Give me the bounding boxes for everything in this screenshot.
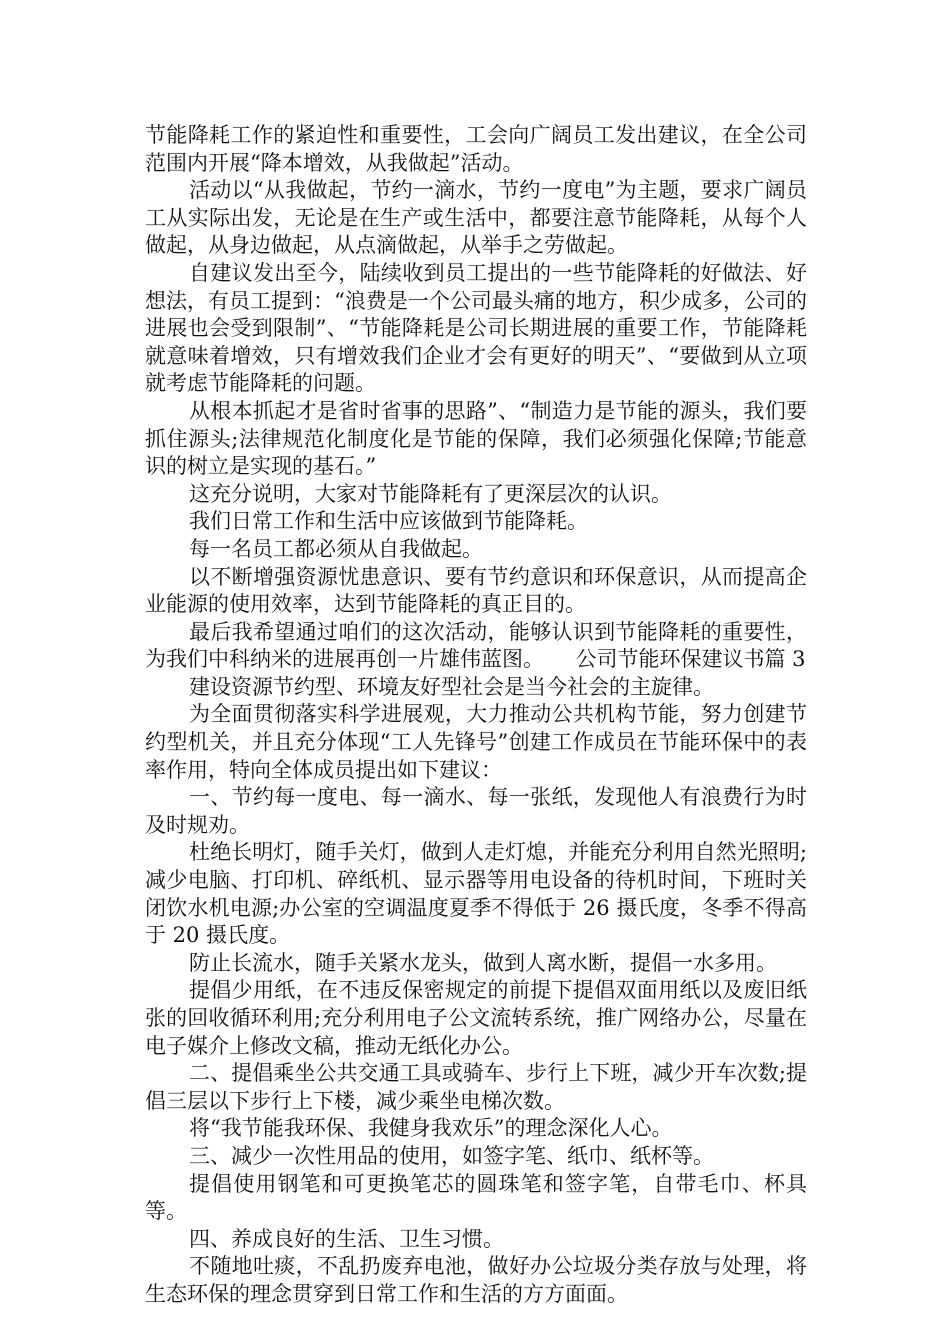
- paragraph: 不随地吐痰，不乱扔废弃电池，做好办公垃圾分类存放与处理，将生态环保的理念贯穿到日常工作和生活的方方面面。: [145, 1254, 807, 1306]
- paragraph: 从根本抓起才是省时省事的思路”、“制造力是节能的源头，我们要抓住源头;法律规范化制度化是节能的保障，我们必须强化保障;节能意识的树立是实现的基石。”: [145, 398, 807, 479]
- paragraph: 最后我希望通过咱们的这次活动，能够认识到节能降耗的重要性，为我们中科纳米的进展再创一片雄伟蓝图。 公司节能环保建议书篇 3: [145, 619, 807, 672]
- paragraph: 活动以“从我做起，节约一滴水，节约一度电”为主题，要求广阔员工从实际出发，无论是在生产或生活中，都要注意节能降耗，从每个人做起，从身边做起，从点滴做起，从举手之劳做起。: [145, 178, 807, 258]
- document-body: [145, 122, 807, 1309]
- paragraph: 每一名员工都必须从自我做起。: [189, 536, 483, 561]
- paragraph: 三、减少一次性用品的使用，如签字笔、纸巾、纸杯等。: [189, 1143, 714, 1168]
- paragraph-continuation: 节能降耗工作的紧迫性和重要性，工会向广阔员工发出建议，在全公司范围内开展“降本增效，从我做起”活动。: [145, 123, 807, 175]
- paragraph: 一、节约每一度电、每一滴水、每一张纸，发现他人有浪费行为时及时规劝。: [145, 785, 807, 837]
- paragraph: 以不断增强资源忧患意识、要有节约意识和环保意识，从而提高企业能源的使用效率，达到节能降耗的真正目的。: [145, 564, 807, 617]
- paragraph: 将“我节能我环保、我健身我欢乐”的理念深化人心。: [189, 1116, 673, 1141]
- paragraph: 二、提倡乘坐公共交通工具或骑车、步行上下班，减少开车次数;提倡三层以下步行上下楼，减少乘坐电梯次数。: [145, 1061, 807, 1113]
- paragraph: 杜绝长明灯，随手关灯，做到人走灯熄，并能充分利用自然光照明;减少电脑、打印机、碎纸机、显示器等用电设备的待机时间，下班时关闭饮水机电源;办公室的空调温度夏季不得低于 26 摄氏度，冬季不得高于 20 摄氏度。: [145, 840, 807, 948]
- paragraph: 自建议发出至今，陆续收到员工提出的一些节能降耗的好做法、好想法，有员工提到：“浪费是一个公司最头痛的地方，积少成多，公司的进展也会受到限制”、“节能降耗是公司长期进展的重要工作，节能降耗就意味着增效，只有增效我们企业才会有更好的明天”、“要做到从立项就考虑节能降耗的问题。: [145, 260, 807, 396]
- paragraph: 我们日常工作和生活中应该做到节能降耗。: [189, 509, 588, 534]
- paragraph: 提倡使用钢笔和可更换笔芯的圆珠笔和签字笔，自带毛巾、杯具等。: [145, 1171, 807, 1224]
- paragraph: 四、养成良好的生活、卫生习惯。: [189, 1226, 504, 1251]
- paragraph: 为全面贯彻落实科学进展观，大力推动公共机构节能，努力创建节约型机关，并且充分体现“工人先锋号”创建工作成员在节能环保中的表率作用，特向全体成员提出如下建议：: [145, 702, 807, 782]
- paragraph: 防止长流水，随手关紧水龙头，做到人离水断，提倡一水多用。: [189, 950, 777, 975]
- paragraph: 提倡少用纸，在不违反保密规定的前提下提倡双面用纸以及废旧纸张的回收循环利用;充分利用电子公文流转系统，推广网络办公，尽量在电子媒介上修改文稿，推动无纸化办公。: [145, 978, 807, 1058]
- paragraph: 建设资源节约型、环境友好型社会是当今社会的主旋律。: [189, 674, 714, 699]
- paragraph: 这充分说明，大家对节能降耗有了更深层次的认识。: [189, 481, 672, 506]
